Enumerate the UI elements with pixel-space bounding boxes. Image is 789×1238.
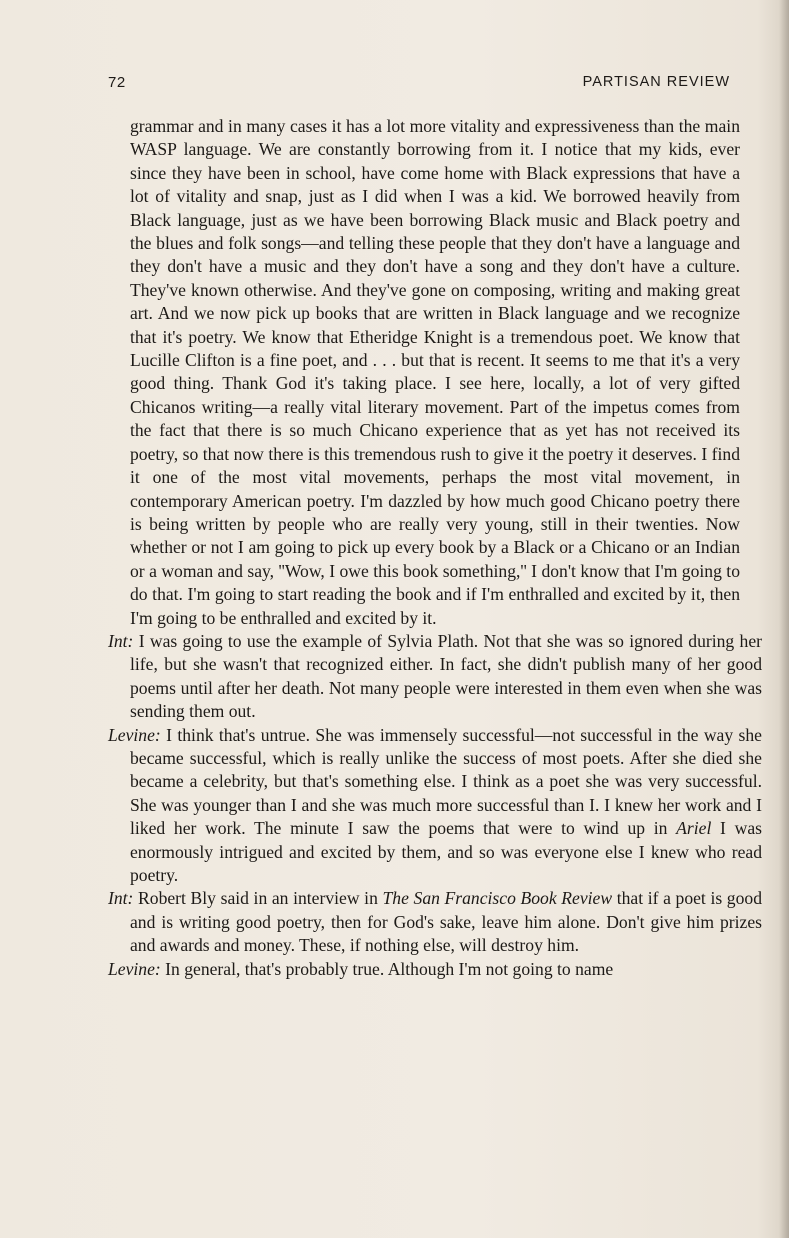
levine-answer-2 xyxy=(108,958,762,981)
speaker-label-int: Int: xyxy=(108,888,134,909)
question-text: I was going to use the example of Sylvia Plath. Not that she was so ignored during her life, but she wasn't that recognized either. In fact, she didn't publish many of her good poems until after her death. Not many people were interested in them even when she was sending them out. xyxy=(130,630,762,722)
page-gutter-shadow xyxy=(779,0,789,1238)
speaker-label-levine: Levine: xyxy=(108,958,161,979)
question-text-part-1: Robert Bly said in an interview in xyxy=(133,888,383,909)
speaker-label-levine: Levine: xyxy=(108,724,161,745)
book-title-ariel: Ariel xyxy=(676,818,712,839)
interviewer-question-1 xyxy=(108,630,762,724)
page-header xyxy=(108,74,730,96)
body-text xyxy=(108,115,762,981)
speaker-label-int: Int: xyxy=(108,630,134,651)
answer-text-part-1: I think that's untrue. She was immensely successful—not successful in the way she became successful, which is really unlike the success of most poets. After she died she became a celebrity, but that's something else. I think as a poet she was very successful. She was younger than I and she was much more successful than I. I knew her work and I liked her work. The minute I saw the poems that were to wind up in xyxy=(130,724,762,839)
answer-text: In general, that's probably true. Although I'm not going to name xyxy=(160,958,614,979)
levine-answer-1 xyxy=(108,724,762,888)
answer-text-part-2: I was enormously intrigued and excited by them, and so was everyone else I knew who read poetry. xyxy=(130,818,762,885)
publication-title: The San Francisco Book Review xyxy=(382,888,613,909)
page-number: 72 xyxy=(108,74,126,91)
running-head: PARTISAN REVIEW xyxy=(582,74,730,90)
question-text-part-2: that if a poet is good and is writing good poetry, then for God's sake, leave him alone. Don't give him prizes and awards and money. These, if nothing else, will destroy him. xyxy=(130,888,762,956)
interviewer-question-2 xyxy=(108,887,762,957)
continued-paragraph: grammar and in many cases it has a lot more vitality and expressiveness than the main WASP language. We are constantly borrowing from it. I notice that my kids, ever since they have been in school, have come home with Black expressions that have a lot of vitality and snap, just as I did when I was a kid. We borrowed heavily from Black language, just as we have been borrowing Black music and Black poetry and the blues and folk songs—and telling these people that they don't have a language and they don't have a music and they don't have a song and they don't have a culture. They've known otherwise. And they've gone on composing, writing and making great art. And we now pick up books that are written in Black language and we recognize that it's poetry. We know that Etheridge Knight is a tremendous poet. We know that Lucille Clifton is a fine poet, and . . . but that is recent. It seems to me that it's a very good thing. Thank God it's taking place. I see here, locally, a lot of very gifted Chicanos writing—a really vital literary movement. Part of the impetus comes from the fact that there is so much Chicano experience that as yet has not received its poetry, so that now there is this tremendous rush to give it the poetry it deserves. I find it one of the most vital movements, perhaps the most vital movement, in contemporary American poetry. I'm dazzled by how much good Chicano poetry there is being written by people who are really very young, still in their twenties. Now whether or not I am going to pick up every book by a Black or a Chicano or an Indian or a woman and say, ''Wow, I owe this book something,'' I don't know that I'm going to do that. I'm going to start reading the book and if I'm enthralled and excited by it, then I'm going to be enthralled and excited by it. xyxy=(130,116,740,628)
